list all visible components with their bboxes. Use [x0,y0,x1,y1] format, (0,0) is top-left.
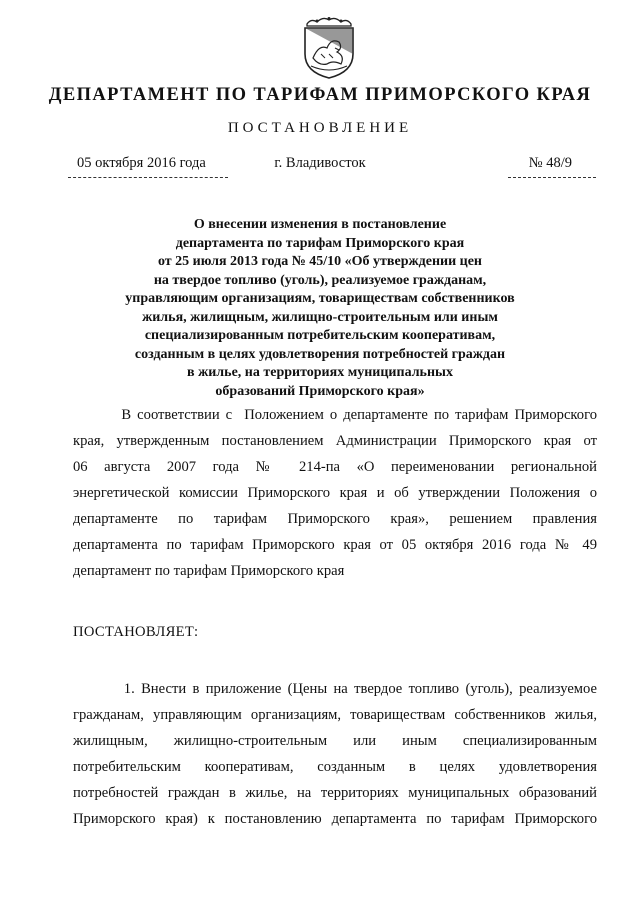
subject-line: в жилье, на территориях муниципальных [187,365,453,380]
preamble-paragraph [73,402,597,584]
document-subject [100,216,540,401]
paragraph-line: департамент по тарифам Приморского края [73,563,345,579]
subject-line: на твердое топливо (уголь), реализуемое гражданам, [153,272,487,288]
paragraph-line: жилищным, жилищно-строительным или иным специализированным [73,733,597,749]
subject-line: образований Приморского края» [215,383,425,399]
paragraph-line: 1. Внести в приложение (Цены на твердое топливо (уголь), реализуемое [73,681,597,697]
subject-line: жилья, жилищным, жилищно-строительным или иным [142,309,498,325]
number-underline [508,177,596,178]
primorsky-krai-coat-of-arms-icon [297,14,361,80]
clause-1-paragraph [73,676,597,832]
paragraph-line: потребительским кооперативам, созданным в целях удовлетворения [73,759,597,775]
subject-line: от 25 июля 2013 года № 45/10 «Об утверждении цен [157,254,482,269]
document-number: № 48/9 [528,155,572,171]
paragraph-line: 06 августа 2007 года № 214-па «О переименовании региональной [73,459,597,475]
resolve-heading: ПОСТАНОВЛЯЕТ: [73,624,199,640]
paragraph-line: гражданам, управляющим организациям, товариществам собственников жилья, [73,707,597,723]
subject-line: управляющим организациям, товариществам собственников [125,291,515,306]
paragraph-line: В соответствии с Положением о департаменте по тарифам Приморского [73,407,597,423]
document-date: 05 октября 2016 года [77,155,206,171]
paragraph-line: департаменте по тарифам Приморского края», решением правления [73,511,597,527]
document-type: ПОСТАНОВЛЕНИЕ [227,120,413,136]
paragraph-line: края, утвержденным постановлением Администрации Приморского края от [73,433,597,449]
department-title: ДЕПАРТАМЕНТ ПО ТАРИФАМ ПРИМОРСКОГО КРАЯ [48,85,592,105]
paragraph-line: департамента по тарифам Приморского края от 05 октября 2016 года № 49 [73,537,597,553]
document-city: г. Владивосток [274,155,366,171]
paragraph-line: потребностей граждан в жилье, на территориях муниципальных образований [73,785,597,801]
paragraph-line: энергетической комиссии Приморского края и об утверждении Положения о [73,485,597,501]
date-underline [68,177,228,178]
subject-line: департамента по тарифам Приморского края [175,235,465,251]
subject-line: О внесении изменения в постановление [193,217,447,232]
subject-line: созданным в целях удовлетворения потребностей граждан [134,346,506,362]
paragraph-line: Приморского края) к постановлению департамента по тарифам Приморского [73,811,597,827]
subject-line: специализированным потребительским кооперативам, [144,328,496,343]
